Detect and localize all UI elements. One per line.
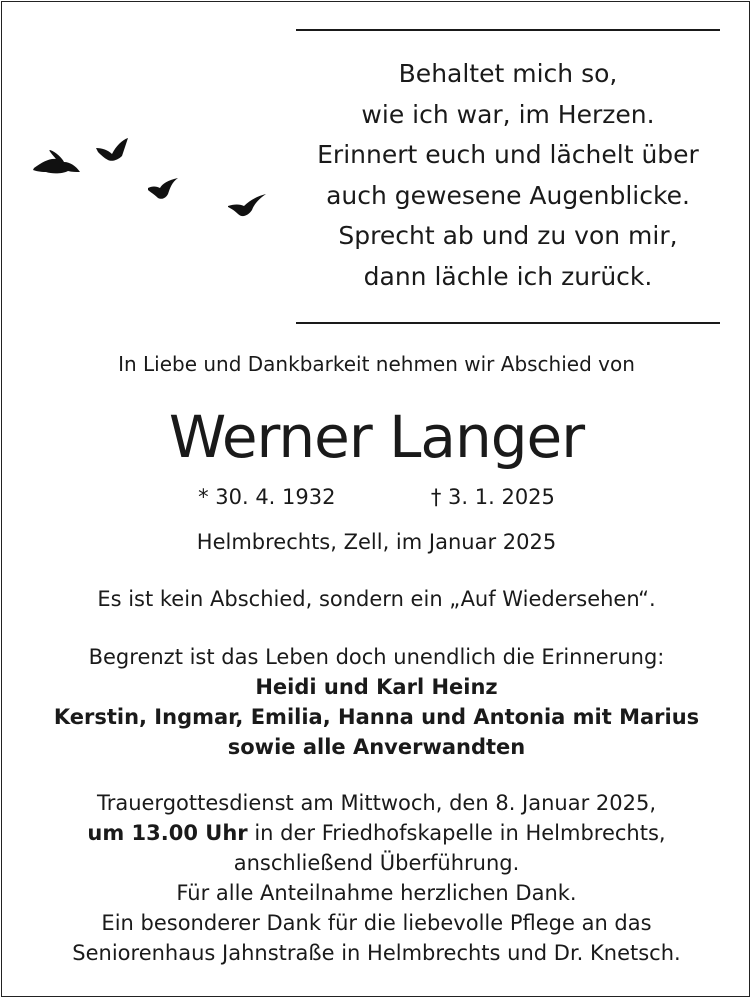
- poem-line: dann lächle ich zurück.: [363, 261, 653, 291]
- flying-birds-icon: [28, 128, 278, 228]
- top-rule: [296, 29, 720, 31]
- mourners-intro: Begrenzt ist das Leben doch unendlich die Erinnerung:: [88, 645, 665, 669]
- poem-line: Sprecht ab und zu von mir,: [338, 221, 678, 250]
- service-block: [0, 788, 753, 968]
- thanks-line: Für alle Anteilnahme herzlichen Dank.: [176, 881, 577, 905]
- quote: Es ist kein Abschied, sondern ein „Auf Wiedersehen“.: [97, 587, 656, 611]
- service-time-line: [0, 818, 753, 848]
- poem-line: auch gewesene Augenblicke.: [326, 180, 690, 210]
- poem-line: wie ich war, im Herzen.: [361, 99, 655, 129]
- care-thanks-line: Ein besonderer Dank für die liebevolle Pflege an das: [101, 911, 652, 935]
- care-thanks-line: Seniorenhaus Jahnstraße in Helmbrechts und Dr. Knetsch.: [72, 941, 681, 965]
- death-date: † 3. 1. 2025: [430, 485, 555, 509]
- poem-line: Behaltet mich so,: [398, 59, 618, 88]
- service-line: anschließend Überführung.: [233, 851, 520, 875]
- service-line: Trauergottesdienst am Mittwoch, den 8. Januar 2025,: [96, 791, 657, 815]
- bottom-rule: [296, 322, 720, 324]
- poem: [296, 54, 720, 297]
- intro-text: In Liebe und Dankbarkeit nehmen wir Abschied von: [118, 352, 635, 376]
- birth-date: * 30. 4. 1932: [198, 485, 336, 509]
- mourner-line: Heidi und Karl Heinz: [255, 675, 498, 699]
- life-dates: [0, 485, 753, 509]
- mourner-line: sowie alle Anverwandten: [227, 735, 526, 759]
- poem-line: Erinnert euch und lächelt über: [317, 140, 699, 169]
- deceased-name: Werner Langer: [168, 403, 585, 471]
- place-date: Helmbrechts, Zell, im Januar 2025: [196, 530, 557, 554]
- mourner-line: Kerstin, Ingmar, Emilia, Hanna und Antonia mit Marius: [53, 705, 700, 729]
- service-time: um 13.00 Uhr: [87, 821, 248, 845]
- service-location: in der Friedhofskapelle in Helmbrechts,: [247, 821, 666, 845]
- mourners-block: [0, 642, 753, 762]
